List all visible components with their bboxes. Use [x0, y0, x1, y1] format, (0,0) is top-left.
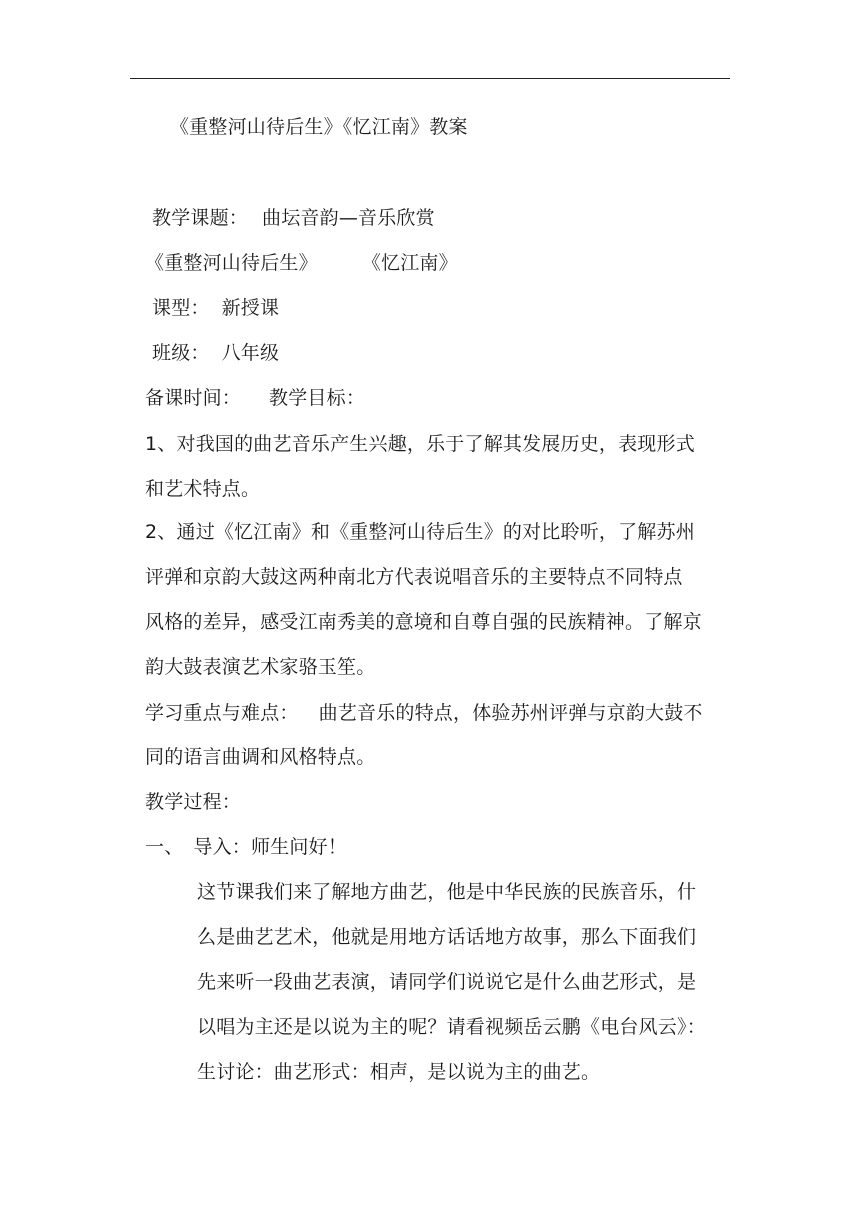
song2-title: 《忆江南》 — [361, 252, 458, 274]
type-label: 课型： — [152, 297, 210, 319]
step1-line — [145, 835, 347, 859]
grade-label: 班级： — [152, 342, 210, 364]
objective2-line4: 韵大鼓表演艺术家骆玉笙。 — [145, 656, 376, 678]
process-label: 教学过程： — [145, 791, 242, 813]
key-points-text: 曲艺音乐的特点，体验苏州评弹与京韵大鼓不 — [318, 702, 703, 724]
step1-text: 导入：师生问好！ — [193, 836, 348, 858]
song1-title: 《重整河山待后生》 — [145, 252, 318, 274]
prep-time-label: 备课时间： — [145, 387, 242, 409]
prep-objectives-line — [145, 386, 365, 410]
paragraph-line1: 这节课我们来了解地方曲艺，他是中华民族的民族音乐，什 — [197, 881, 697, 903]
objective1-line2: 和艺术特点。 — [145, 478, 261, 500]
step1-number: 一、 — [145, 836, 184, 858]
paragraph-line4: 以唱为主还是以说为主的呢？请看视频岳云鹏《电台风云》： — [197, 1016, 706, 1038]
objective2-line3: 风格的差异，感受江南秀美的意境和自尊自强的民族精神。了解京 — [145, 611, 702, 633]
objective2-line2: 评弹和京韵大鼓这两种南北方代表说唱音乐的主要特点不同特点 — [145, 566, 683, 588]
document-title: 《重整河山待后生》《忆江南》教案 — [170, 116, 468, 138]
objective2-line1: 2、通过《忆江南》和《重整河山待后生》的对比聆听，了解苏州 — [145, 521, 695, 543]
header-rule — [130, 78, 730, 79]
topic-label: 教学课题： — [152, 207, 249, 229]
songs-line — [145, 251, 458, 275]
objective1-line1: 1、对我国的曲艺音乐产生兴趣，乐于了解其发展历史，表现形式 — [145, 433, 695, 455]
topic-line — [152, 206, 435, 230]
paragraph-line2: 么是曲艺艺术，他就是用地方话话地方故事，那么下面我们 — [197, 926, 697, 948]
key-points-line1 — [145, 701, 703, 725]
key-points-label: 学习重点与难点： — [145, 702, 299, 724]
topic-value: 曲坛音韵—音乐欣赏 — [262, 207, 435, 229]
paragraph-line3: 先来听一段曲艺表演，请同学们说说它是什么曲艺形式，是 — [197, 971, 697, 993]
type-line — [152, 296, 279, 320]
paragraph-line5: 生讨论：曲艺形式：相声，是以说为主的曲艺。 — [197, 1061, 601, 1083]
type-value: 新授课 — [221, 297, 280, 319]
key-points-line2: 同的语言曲调和风格特点。 — [145, 746, 376, 768]
grade-value: 八年级 — [221, 342, 280, 364]
objectives-label: 教学目标： — [269, 387, 366, 409]
grade-line — [152, 341, 279, 365]
